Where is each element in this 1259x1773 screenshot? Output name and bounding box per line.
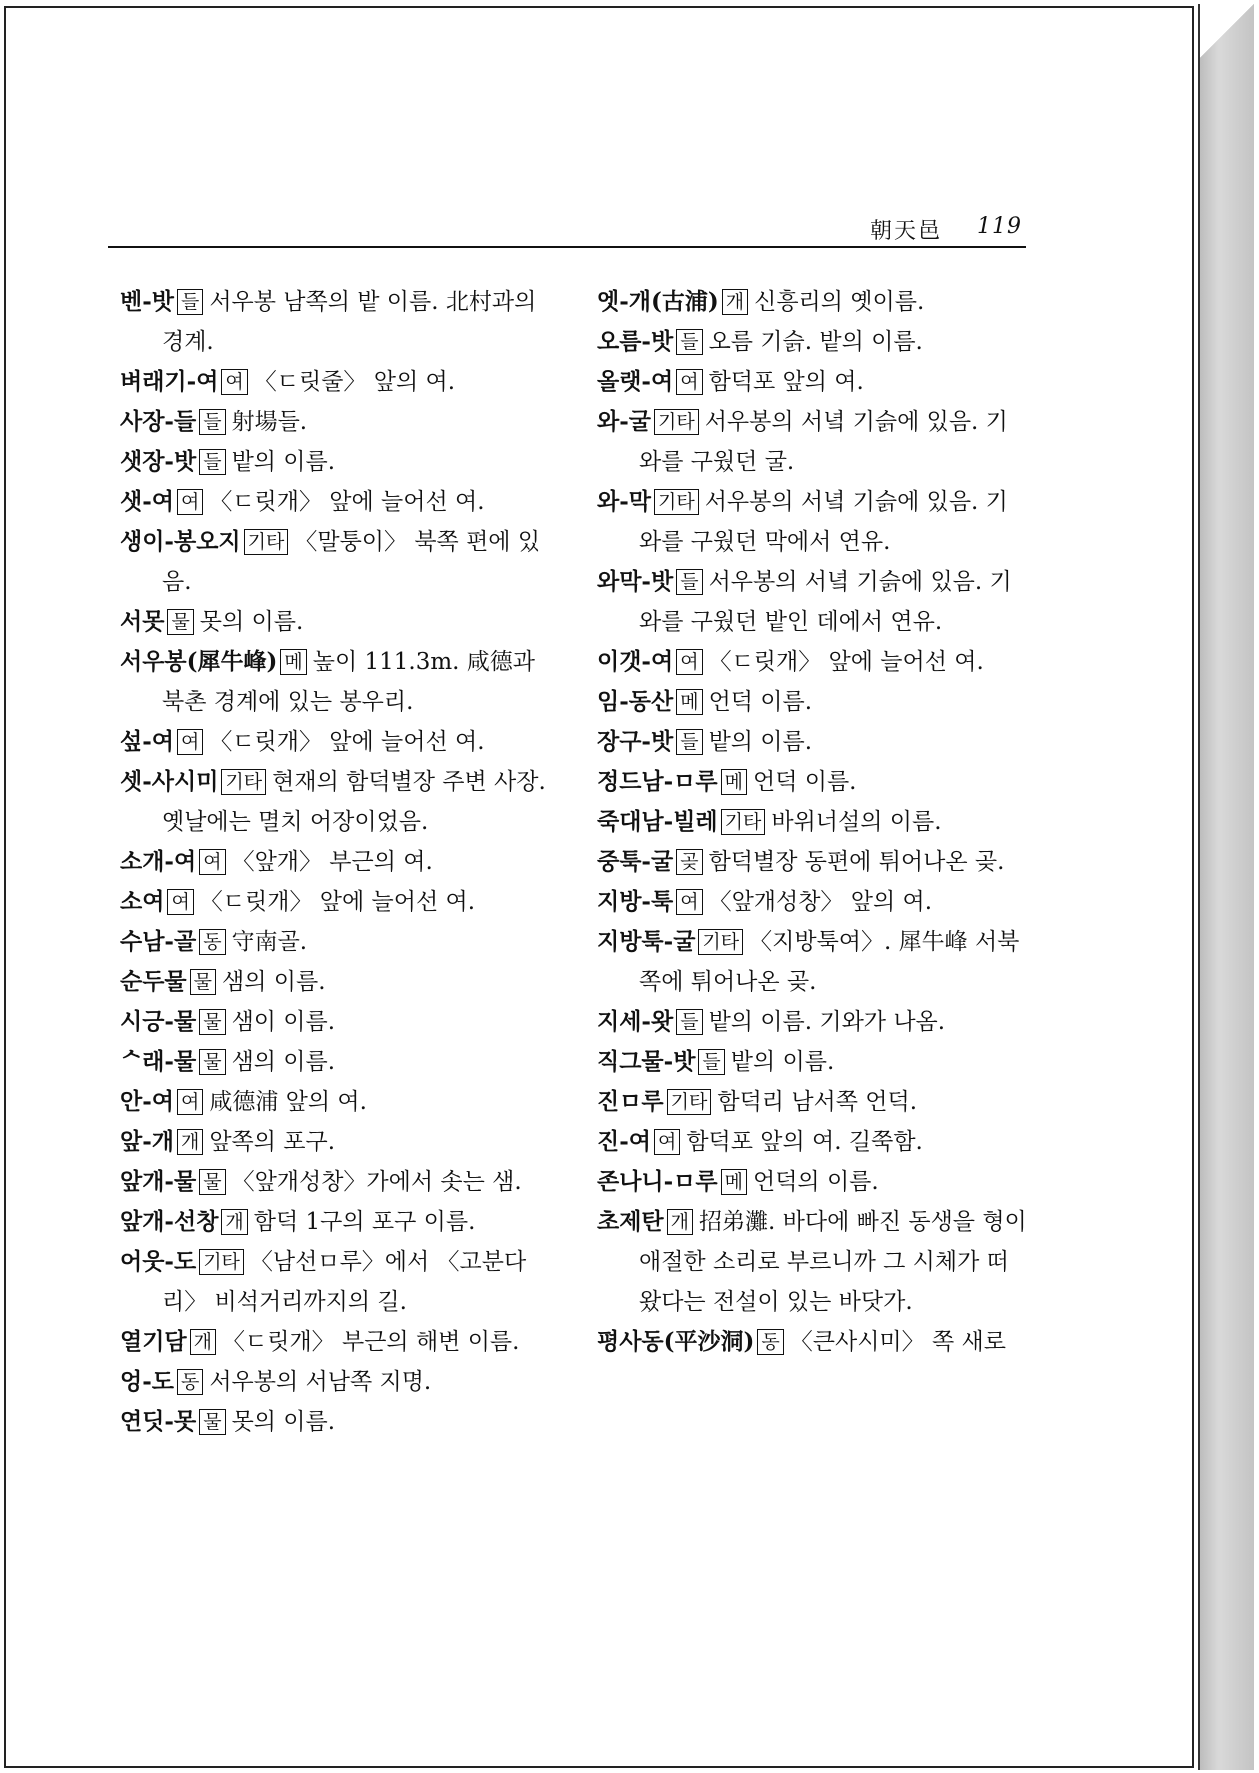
entry-term: 직그물-밧 <box>597 1048 696 1075</box>
entry-description: 〈지방툭여〉. 犀牛峰 서북쪽에 튀어나온 곶. <box>639 929 1020 995</box>
entry-term: 안-여 <box>120 1088 174 1115</box>
entry-description: 밭의 이름. <box>708 729 813 755</box>
entry-term: 진ㅁ루 <box>597 1088 664 1115</box>
category-tag: 들 <box>676 1009 702 1035</box>
category-tag: 개 <box>177 1129 203 1155</box>
category-tag: 들 <box>199 449 225 475</box>
dictionary-entry <box>120 722 550 762</box>
dictionary-entry <box>120 282 550 362</box>
entry-term: 이갯-여 <box>597 648 674 675</box>
entry-term: 소개-여 <box>120 848 197 875</box>
category-tag: 물 <box>167 609 193 635</box>
entry-term: ᄉ래-물 <box>120 1048 197 1075</box>
entry-description: 함덕리 남서쪽 언덕. <box>717 1089 918 1115</box>
category-tag: 기타 <box>221 769 266 795</box>
entry-description: 밭의 이름. 기와가 나옴. <box>708 1009 946 1035</box>
entry-term: 엉-도 <box>120 1368 174 1395</box>
entry-term: 평사동(平沙洞) <box>597 1328 755 1355</box>
category-tag: 메 <box>721 1169 747 1195</box>
entry-description: 〈앞개성창〉 앞의 여. <box>708 889 933 915</box>
entry-term: 지세-왓 <box>597 1008 674 1035</box>
entry-description: 〈ㄷ릿개〉 앞에 늘어선 여. <box>708 649 984 675</box>
dictionary-entry <box>120 402 550 442</box>
category-tag: 기타 <box>244 529 289 555</box>
dictionary-entry <box>597 282 1027 322</box>
category-tag: 여 <box>676 649 702 675</box>
entry-description: 함덕별장 동편에 튀어나온 곶. <box>708 849 1005 875</box>
entry-term: 생이-봉오지 <box>120 528 241 555</box>
entry-description: 서우봉의 서녘 기슭에 있음. 기와를 구웠던 굴. <box>639 409 1008 475</box>
entry-description: 언덕의 이름. <box>753 1169 879 1195</box>
dictionary-entry <box>120 842 550 882</box>
category-tag: 기타 <box>199 1249 244 1275</box>
category-tag: 여 <box>199 849 225 875</box>
dictionary-entry <box>597 362 1027 402</box>
entry-term: 서못 <box>120 608 165 635</box>
dictionary-entry <box>597 922 1027 1002</box>
category-tag: 물 <box>199 1009 225 1035</box>
entry-term: 앞개-선창 <box>120 1208 219 1235</box>
entry-term: 초제탄 <box>597 1208 664 1235</box>
entry-description: 함덕포 앞의 여. 길쭉함. <box>686 1129 923 1155</box>
dictionary-entry <box>597 1082 1027 1122</box>
entry-description: 〈ㄷ릿개〉 앞에 늘어선 여. <box>209 489 485 515</box>
dictionary-entry <box>597 642 1027 682</box>
entry-description: 밭의 이름. <box>231 449 336 475</box>
entry-description: 현재의 함덕별장 주변 사장. 옛날에는 멸치 어장이었음. <box>162 769 546 835</box>
entry-term: 엣-개(古浦) <box>597 288 719 315</box>
dictionary-entry <box>597 322 1027 362</box>
dictionary-entry <box>120 1322 550 1362</box>
dictionary-entry <box>120 1082 550 1122</box>
entry-term: 정드남-ㅁ루 <box>597 768 718 795</box>
entry-term: 셋-사시미 <box>120 768 219 795</box>
category-tag: 여 <box>676 369 702 395</box>
category-tag: 메 <box>280 649 306 675</box>
category-tag: 물 <box>199 1169 225 1195</box>
category-tag: 여 <box>177 729 203 755</box>
dictionary-entry <box>120 922 550 962</box>
category-tag: 메 <box>676 689 702 715</box>
category-tag: 개 <box>221 1209 247 1235</box>
entry-description: 샘의 이름. <box>222 969 326 995</box>
entry-term: 수남-골 <box>120 928 197 955</box>
entry-term: 와-막 <box>597 488 651 515</box>
dictionary-entry <box>597 562 1027 642</box>
entry-term: 지방-툭 <box>597 888 674 915</box>
category-tag: 동 <box>757 1329 783 1355</box>
entry-description: 함덕 1구의 포구 이름. <box>253 1209 476 1235</box>
category-tag: 들 <box>676 329 702 355</box>
entry-description: 언덕 이름. <box>708 689 813 715</box>
entry-term: 연딧-못 <box>120 1408 197 1435</box>
dictionary-entry <box>597 1202 1027 1322</box>
entry-term: 진-여 <box>597 1128 651 1155</box>
dictionary-entry <box>120 882 550 922</box>
category-tag: 기타 <box>654 489 699 515</box>
category-tag: 들 <box>698 1049 724 1075</box>
entry-description: 〈남선ㅁ루〉에서 〈고분다리〉 비석거리까지의 길. <box>162 1249 527 1315</box>
dictionary-entry <box>597 802 1027 842</box>
dictionary-entry <box>120 362 550 402</box>
entry-term: 시긍-물 <box>120 1008 197 1035</box>
entry-term: 어웃-도 <box>120 1248 197 1275</box>
dictionary-entry <box>120 522 550 602</box>
dictionary-entry <box>120 1042 550 1082</box>
entry-term: 와-굴 <box>597 408 651 435</box>
entry-description: 높이 111.3m. 咸德과 북촌 경계에 있는 봉우리. <box>162 649 536 715</box>
category-tag: 들 <box>177 289 203 315</box>
category-tag: 들 <box>676 729 702 755</box>
category-tag: 여 <box>654 1129 680 1155</box>
category-tag: 동 <box>177 1369 203 1395</box>
entry-term: 장구-밧 <box>597 728 674 755</box>
dictionary-entry <box>597 1122 1027 1162</box>
entry-description: 守南골. <box>231 929 308 955</box>
right-column <box>597 282 1027 1362</box>
dictionary-entry <box>120 1362 550 1402</box>
dictionary-entry <box>597 682 1027 722</box>
left-column <box>120 282 550 1442</box>
entry-term: 섶-여 <box>120 728 174 755</box>
category-tag: 개 <box>722 289 748 315</box>
category-tag: 여 <box>167 889 193 915</box>
entry-term: 앞개-물 <box>120 1168 197 1195</box>
category-tag: 기타 <box>698 929 743 955</box>
entry-description: 서우봉의 서녘 기슭에 있음. 기와를 구웠던 막에서 연유. <box>639 489 1008 555</box>
entry-description: 〈큰사시미〉 쪽 새로 <box>789 1329 1006 1355</box>
entry-term: 서우봉(犀牛峰) <box>120 648 278 675</box>
category-tag: 물 <box>190 969 216 995</box>
entry-description: 〈ㄷ릿줄〉 앞의 여. <box>253 369 456 395</box>
dictionary-entry <box>120 642 550 722</box>
dictionary-entry <box>120 482 550 522</box>
category-tag: 여 <box>177 1089 203 1115</box>
dictionary-entry <box>597 1002 1027 1042</box>
category-tag: 동 <box>199 929 225 955</box>
page-number: 119 <box>977 214 1022 239</box>
entry-description: 〈ㄷ릿개〉 부근의 해변 이름. <box>222 1329 520 1355</box>
entry-term: 존나니-ㅁ루 <box>597 1168 718 1195</box>
entry-term: 벼래기-여 <box>120 368 219 395</box>
entry-term: 올랫-여 <box>597 368 674 395</box>
dictionary-entry <box>120 1122 550 1162</box>
dictionary-entry <box>597 1322 1027 1362</box>
category-tag: 개 <box>667 1209 693 1235</box>
category-tag: 여 <box>676 889 702 915</box>
entry-term: 와막-밧 <box>597 568 674 595</box>
entry-term: 열기담 <box>120 1328 187 1355</box>
category-tag: 기타 <box>667 1089 712 1115</box>
entry-term: 샛장-밧 <box>120 448 197 475</box>
category-tag: 개 <box>190 1329 216 1355</box>
dictionary-entry <box>120 1402 550 1442</box>
dictionary-entry <box>597 722 1027 762</box>
entry-description: 샘의 이름. <box>231 1049 336 1075</box>
dictionary-entry <box>120 962 550 1002</box>
dictionary-entry <box>597 1162 1027 1202</box>
entry-term: 임-동산 <box>597 688 674 715</box>
entry-description: 〈말퉁이〉 북쪽 편에 있음. <box>162 529 541 595</box>
entry-description: 〈앞개〉 부근의 여. <box>231 849 433 875</box>
dictionary-entry <box>597 482 1027 562</box>
dictionary-entry <box>120 1242 550 1322</box>
entry-term: 샛-여 <box>120 488 174 515</box>
dictionary-entry <box>597 402 1027 482</box>
entry-term: 중툭-굴 <box>597 848 674 875</box>
entry-description: 招弟灘. 바다에 빠진 동생을 형이 애절한 소리로 부르니까 그 시체가 떠왔다는 전설이 있는 바닷가. <box>639 1209 1027 1315</box>
category-tag: 여 <box>177 489 203 515</box>
entry-description: 밭의 이름. <box>730 1049 835 1075</box>
dictionary-entry <box>120 442 550 482</box>
dictionary-entry <box>597 762 1027 802</box>
entry-term: 지방툭-굴 <box>597 928 696 955</box>
entry-description: 샘이 이름. <box>231 1009 336 1035</box>
entry-description: 못의 이름. <box>199 609 304 635</box>
category-tag: 곶 <box>676 849 702 875</box>
entry-description: 〈ㄷ릿개〉 앞에 늘어선 여. <box>199 889 476 915</box>
entry-description: 咸德浦 앞의 여. <box>209 1089 367 1115</box>
category-tag: 들 <box>676 569 702 595</box>
dictionary-entry <box>120 1002 550 1042</box>
dictionary-entry <box>120 1202 550 1242</box>
running-header <box>108 210 1026 246</box>
category-tag: 메 <box>721 769 747 795</box>
dictionary-entry <box>597 1042 1027 1082</box>
category-tag: 물 <box>199 1049 225 1075</box>
entry-description: 서우봉 남쪽의 밭 이름. 北村과의 경계. <box>162 289 537 355</box>
entry-term: 소여 <box>120 888 165 915</box>
category-tag: 물 <box>199 1409 225 1435</box>
dictionary-entry <box>597 882 1027 922</box>
entry-description: 함덕포 앞의 여. <box>708 369 864 395</box>
entry-term: 죽대남-빌레 <box>597 808 718 835</box>
dictionary-entry <box>120 1162 550 1202</box>
entry-term: 사장-들 <box>120 408 197 435</box>
entry-term: 벤-밧 <box>120 288 174 315</box>
entry-description: 〈앞개성창〉가에서 솟는 샘. <box>231 1169 522 1195</box>
entry-description: 射場들. <box>231 409 308 435</box>
page-edge <box>1198 4 1254 1770</box>
category-tag: 여 <box>221 369 247 395</box>
entry-description: 앞쪽의 포구. <box>209 1129 336 1155</box>
dictionary-entry <box>120 602 550 642</box>
category-tag: 들 <box>199 409 225 435</box>
entry-description: 서우봉의 서남쪽 지명. <box>209 1369 432 1395</box>
entry-term: 오름-밧 <box>597 328 674 355</box>
header-rule <box>108 246 1026 248</box>
dictionary-entry <box>120 762 550 842</box>
entry-term: 앞-개 <box>120 1128 174 1155</box>
entry-description: 서우봉의 서녘 기슭에 있음. 기와를 구웠던 밭인 데에서 연유. <box>639 569 1012 635</box>
category-tag: 기타 <box>654 409 699 435</box>
entry-term: 순두물 <box>120 968 187 995</box>
entry-description: 못의 이름. <box>231 1409 336 1435</box>
entry-description: 신흥리의 옛이름. <box>754 289 925 315</box>
entry-description: 바위너설의 이름. <box>771 809 942 835</box>
entry-description: 〈ㄷ릿개〉 앞에 늘어선 여. <box>209 729 485 755</box>
header-title: 朝天邑 <box>869 219 942 244</box>
dictionary-entry <box>597 842 1027 882</box>
entry-description: 언덕 이름. <box>753 769 857 795</box>
entry-description: 오름 기슭. 밭의 이름. <box>708 329 923 355</box>
category-tag: 기타 <box>721 809 766 835</box>
